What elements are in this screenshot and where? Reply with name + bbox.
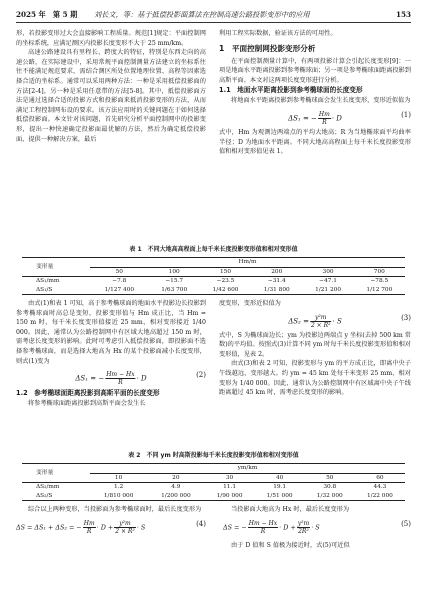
left-column-middle (16, 299, 206, 409)
equation-number: (4) (196, 519, 206, 528)
eq-numerator: y²m (297, 519, 310, 527)
table-cell: −15.7 (149, 277, 200, 286)
paragraph: 式中，Hm 为观测边两端点的平均大地高；R 为当地椭球面平均曲率半径；D 为地面水平距离。不同大地高高程面上每千米长度投影变形值和相对变形值见表 1。 (219, 128, 411, 156)
table-cell: 1/32 000 (305, 492, 355, 501)
header-rule (16, 22, 411, 23)
table-cell: 11.1 (205, 483, 255, 492)
eq-lhs: ΔS₂ = (288, 317, 309, 326)
equation-number: (1) (401, 110, 411, 119)
table-cell: 60 (376, 474, 384, 481)
eq-denominator: R (322, 118, 327, 126)
table-cell: 20 (172, 474, 180, 481)
eq-rhs: · D (136, 374, 147, 383)
table-cell: 40 (275, 474, 284, 481)
paragraph: 将参考椭球面距离投影到高斯平面会发生长 (28, 400, 146, 408)
paragraph: 利用工程实际数据，验证该方法的可用性。 (219, 30, 337, 37)
eq-lhs: ΔS = − (223, 523, 247, 532)
eq-denominator: R (86, 527, 92, 535)
eq-denominator: 2 × R² (310, 321, 331, 329)
table-1 (22, 257, 405, 295)
running-title: 刘长文，等：基于抵偿投影面算法在控制高速公路投影变形中的应用 (94, 10, 310, 19)
table-cell: −7.8 (90, 277, 149, 286)
table-cell: 4.9 (147, 483, 204, 492)
table-cell: −31.4 (251, 277, 302, 286)
equation-3 (219, 309, 411, 331)
paragraph: 在平面控制测量计算中，有两项投影计算会引起长度变形[9]：一项是地面水平距离投影到参考椭球面；另一项是参考椭球面距离投影到高斯平面。本文对这两项长度变形进行分析。 (219, 57, 411, 84)
eq-denominator: 2R² (298, 527, 309, 535)
table-cell: 300 (322, 268, 334, 275)
left-column-top (16, 29, 206, 144)
table-1-title: 表 1 不同大地高高程面上每千米长度投影变形值和相对变形值 (129, 246, 298, 253)
section-heading: 1 平面控制网投影变形分析 (219, 43, 316, 53)
table-cell: 1/21 200 (302, 286, 353, 295)
table-cell: 10 (114, 474, 123, 481)
paragraph: 综合以上两种变形，当投影面为参考椭球面时，最后长度变形为 (28, 506, 202, 513)
table-cell: 1/42 600 (200, 286, 251, 295)
table-cell: 200 (271, 268, 283, 275)
table-cell: −78.5 (354, 277, 405, 286)
eq-lhs: ΔS = ΔS₁ + ΔS₂ = − (16, 523, 82, 532)
running-header (16, 9, 411, 21)
eq-numerator: Hm (318, 110, 330, 118)
eq-numerator: Hm − Hx (106, 371, 135, 379)
table-row-label: ΔS₁/mm (22, 277, 90, 286)
table-cell: 150 (219, 268, 232, 275)
eq-numerator: y²m (114, 520, 136, 528)
table-cell: 30.8 (305, 483, 355, 492)
paragraph: 当投影面大地高为 Hx 时，最后长度变形为 (231, 506, 350, 513)
right-column-bottom (219, 505, 411, 550)
eq-mid: · D + (279, 523, 296, 532)
page-number: 153 (395, 10, 411, 19)
table-cell: 1/90 000 (205, 492, 255, 501)
eq-denominator: R (260, 527, 266, 535)
table-row-label: ΔS₂/mm (22, 483, 90, 492)
paragraph: 式中，S 为椭球面边长；ym 为投影边两端点 y 坐标(去掉 500 km 常数)的平均值。按照式(3)计算不同 ym 时每千米长度投影变形值和相对变形值，见表 2。 (219, 331, 411, 358)
eq-rhs: · S (332, 317, 342, 326)
right-column-middle (219, 299, 411, 398)
table-cell: 100 (168, 268, 180, 275)
subsection-heading: 1.2 参考椭球面距离投影到高斯平面的长度变形 (16, 389, 160, 398)
equation-4 (16, 515, 206, 541)
paragraph: 形，若投影变形过大会直接影响工程质量。规范[1]规定：平面控制网的坐标系统，应满足测区内投影长度变形不大于 25 mm/km。 (16, 30, 206, 47)
table-row-label: ΔS₂/S (22, 492, 90, 501)
equation-2 (16, 366, 206, 388)
table-cell: 44.3 (355, 483, 405, 492)
table-cell: 1/12 700 (354, 286, 405, 295)
table-cell: 1.2 (90, 483, 147, 492)
eq-numerator: Hm (83, 519, 95, 527)
table-row-header: 变形量 (22, 258, 90, 277)
table-2 (22, 463, 405, 501)
right-column-top (219, 29, 411, 157)
table-cell: −23.5 (200, 277, 251, 286)
paragraph: 将地面水平距离投影到参考椭球面会发生长度变形，变形近似值为 (231, 97, 411, 105)
eq-numerator: y²m (310, 314, 332, 322)
eq-denominator: 2 × R² (115, 527, 135, 535)
eq-lhs: ΔS₁ = − (288, 114, 317, 123)
table-cell: 1/127 400 (90, 286, 149, 295)
equation-number: (3) (401, 313, 411, 322)
eq-lhs: ΔS₁ = − (75, 374, 105, 383)
table-cell: 50 (115, 268, 123, 275)
paragraph: 高速公路建设具有里程长、跨度大的特征，特别是东西走向的高速公路，在实际建设中，采用常规平面控制测量方法建立的坐标系往往不能满足规范要求，需结合测区所处位置地理位置、高程等因素选择合适的坐标系。通常可以采用两种方法：一种是采用抵偿投影面的方法[2-4]，另一种是采用任意带的方法[5-8]。其中，抵偿投影面方法是通过选择合适的投影方式和投影面来抵消投影变形的方法，从而满足工程控制网布设的要求。该方法应用时的关键问题在于如何选择抵偿投影面。本文针对该问题，首先研究分析平面控制网中的投影变形，提出一种快速确定投影面最优解的方法，然后为确定抵偿投影面，提供一种解决方案，最后 (16, 49, 206, 143)
paragraph: 由于 D 值和 S 值极为接近时，式(5)可近似 (231, 541, 350, 549)
table-cell: 19.1 (255, 483, 305, 492)
eq-mid: · D + (96, 523, 114, 532)
table-cell: −47.1 (302, 277, 353, 286)
table-col-header: ym/km (90, 464, 405, 474)
table-col-header: Hm/m (90, 258, 405, 268)
table-cell: 1/51 000 (255, 492, 305, 501)
paragraph: 度变形，变形近似值为 (219, 300, 281, 307)
left-column-bottom (16, 505, 206, 541)
eq-rhs: · D (331, 114, 342, 123)
table-row-label: ΔS₁/S (22, 286, 90, 295)
eq-numerator: Hm − Hx (248, 519, 278, 527)
subsection-heading: 1.1 地面水平距离投影到参考椭球面的长度变形 (219, 86, 363, 95)
table-cell: 1/31 800 (251, 286, 302, 295)
eq-denominator: R (118, 379, 123, 387)
table-cell: 1/810 000 (90, 492, 147, 501)
table-cell: 30 (225, 474, 234, 481)
eq-rhs: · S (311, 523, 320, 532)
table-2-title: 表 2 不同 ym 时高斯投影每千米长度投影变形值和相对变形值 (128, 452, 299, 459)
table-cell: 50 (326, 474, 334, 481)
table-cell: 1/63 700 (149, 286, 200, 295)
paragraph: 由式(1)和表 1 可知，高于参考椭球面的地面水平投影边长投影到参考椭球面时高总是变短，投影变形值与 Hm 成正比，当 Hm = 150 m 时，每千米长度变形值接近 25 mm，相对变形接近 1/40 000。因此，通常认为公路控制网中有区域大地高超过 150 m 时，需考虑长度变形的影响。此时可考虑引入抵偿投影面，即投影面不选择参考椭球面，而是选择大地高为 Hx 的某个投影面减小长度变形，则式(1)变为 (16, 300, 206, 365)
table-cell: 1/200 000 (147, 492, 204, 501)
journal-year-issue: 2025 年 第 5 期 (16, 10, 78, 19)
equation-number: (2) (196, 371, 206, 380)
eq-rhs: · S (136, 523, 146, 532)
table-cell: 1/22 000 (355, 492, 405, 501)
table-cell: 700 (373, 268, 385, 275)
equation-1 (219, 106, 411, 128)
table-row-header: 变形量 (22, 464, 90, 483)
equation-number: (5) (401, 519, 411, 528)
equation-5 (219, 515, 411, 541)
paragraph: 由式(3)和表 2 可知，投影变形与 ym 的平方成正比，即离中央子午线越远，变形越大。约 ym = 45 km 处每千米变形 25 mm，相对变形为 1/40 000。因此，通常认为公路控制网中有区域离中央子午线距离超过 45 km 时，需考虑长度变形的影响。 (219, 360, 411, 397)
